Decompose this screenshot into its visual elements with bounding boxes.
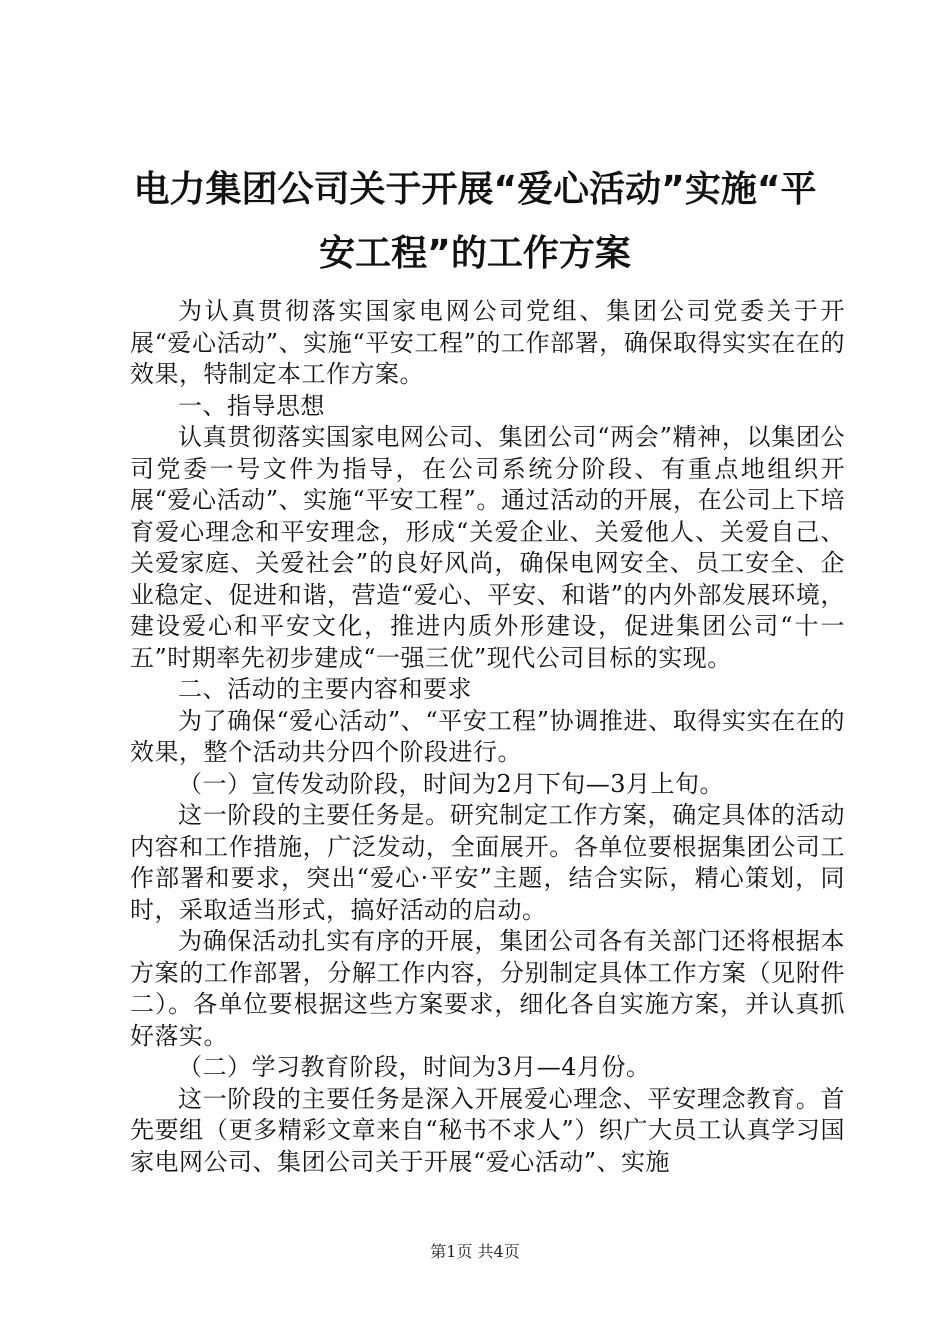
title-line-1: 电力集团公司关于开展“爱心活动”实施“平 [133, 169, 817, 210]
document-body [130, 296, 845, 1178]
paragraph-stage-one-implementation: 为确保活动扎实有序的开展，集团公司各有关部门还将根据本方案的工作部署，分解工作内容，分别制定具体工作方案（见附件二）。各单位要根据这些方案要求，细化各自实施方案，并认真抓好落实。 [130, 927, 845, 1050]
page-footer: 第1页 共4页 [430, 1242, 520, 1261]
title-line-2: 安工程”的工作方案 [319, 233, 631, 274]
stage-heading-education: （二）学习教育阶段，时间为3月—4月份。 [178, 1053, 651, 1081]
paragraph-guiding-thought: 认真贯彻落实国家电网公司、集团公司“两会”精神，以集团公司党委一号文件为指导，在公司系统分阶段、有重点地组织开展“爱心活动”、实施“平安工程”。通过活动的开展，在公司上下培育爱心理念和平安理念，形成“关爱企业、关爱他人、关爱自己、关爱家庭、关爱社会”的良好风尚，确保电网安全、员工安全、企业稳定、促进和谐，营造“爱心、平安、和谐”的内外部发展环境，建设爱心和平安文化，推进内质外形建设，促进集团公司“十一五”时期率先初步建成“一强三优”现代公司目标的实现。 [130, 423, 845, 672]
document-title [110, 158, 840, 286]
paragraph-four-stages: 为了确保“爱心活动”、“平安工程”协调推进、取得实实在在的效果，整个活动共分四个阶段进行。 [130, 706, 845, 766]
paragraph-intro: 为认真贯彻落实国家电网公司党组、集团公司党委关于开展“爱心活动”、实施“平安工程”的工作部署，确保取得实实在在的效果，特制定本工作方案。 [130, 297, 845, 388]
paragraph-stage-two-tasks: 这一阶段的主要任务是深入开展爱心理念、平安理念教育。首先要组（更多精彩文章来自“秘书不求人”）织广大员工认真学习国家电网公司、集团公司关于开展“爱心活动”、实施 [130, 1084, 845, 1176]
section-heading-main-content: 二、活动的主要内容和要求 [178, 675, 472, 703]
stage-heading-publicity: （一）宣传发动阶段，时间为2月下旬—3月上旬。 [178, 769, 725, 798]
paragraph-stage-one-tasks: 这一阶段的主要任务是。研究制定工作方案，确定具体的活动内容和工作措施，广泛发动，全面展开。各单位要根据集团公司工作部署和要求，突出“爱心·平安”主题，结合实际，精心策划，同时，采取适当形式，搞好活动的启动。 [130, 801, 845, 924]
section-heading-guiding-thought: 一、指导思想 [178, 391, 325, 420]
